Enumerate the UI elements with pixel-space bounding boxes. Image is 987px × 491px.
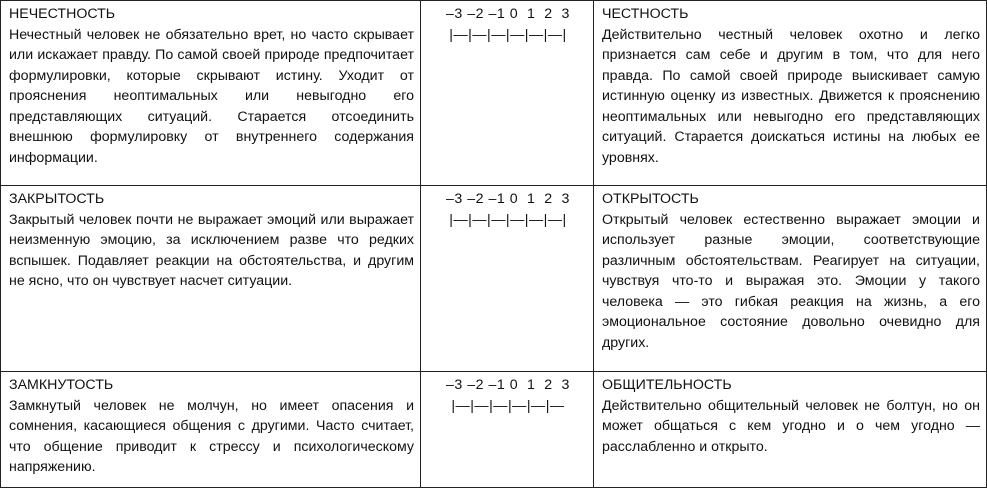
positive-trait-title: ОБЩИТЕЛЬНОСТЬ bbox=[602, 377, 732, 393]
positive-trait-description: Открытый человек естественно выражает эмоции и использует разные эмоции, соответствующие различным обстоятельствам. Реагирует на ситуации, чувствуя что-то и выражая это. Эмоции у такого человека — это гибкая реакция на жизнь, а его эмоциональное состояние довольно очевидно для других. bbox=[602, 211, 980, 351]
rating-scale-cell bbox=[421, 372, 594, 488]
positive-trait-cell bbox=[594, 186, 987, 372]
rating-scale-numbers: –3 –2 –1 0 1 2 3 bbox=[446, 191, 570, 207]
rating-scale-ruler: |—|—|—|—|—|—| bbox=[449, 26, 567, 43]
negative-trait-title: ЗАМКНУТОСТЬ bbox=[9, 377, 114, 393]
negative-trait-cell bbox=[1, 186, 421, 372]
table-row bbox=[1, 186, 987, 372]
positive-trait-description: Действительно честный человек охотно и легко признается сам себе и другим в том, что для него правда. По самой своей природе выискивает самую истинную оценку из известных. Движется к прояснению неоптимальных или невыгодно его представляющих ситуаций. Старается доискаться истины на любых ее уровнях. bbox=[602, 26, 980, 166]
positive-trait-cell bbox=[594, 1, 987, 186]
negative-trait-cell bbox=[1, 372, 421, 488]
negative-trait-description: Замкнутый человек не молчун, но имеет опасения и сомнения, касающиеся общения с другими. Часто считает, что общение приводит к стрессу и психологическому напряжению. bbox=[9, 397, 414, 475]
negative-trait-cell bbox=[1, 1, 421, 186]
rating-scale-numbers: –3 –2 –1 0 1 2 3 bbox=[446, 377, 570, 393]
negative-trait-title: ЗАКРЫТОСТЬ bbox=[9, 191, 105, 207]
rating-scale-ruler: |—|—|—|—|—|— bbox=[451, 397, 565, 414]
negative-trait-title: НЕЧЕСТНОСТЬ bbox=[9, 6, 116, 22]
positive-trait-title: ОТКРЫТОСТЬ bbox=[602, 191, 699, 207]
negative-trait-description: Нечестный человек не обязательно врет, но часто скрывает или искажает правду. По самой своей природе предпочитает формулировки, которые скрывают истину. Уходит от прояснения неоптимальных или невыгодно его представляющих ситуаций. Старается отсоединить внешнюю формулировку от внутреннего содержания информации. bbox=[9, 26, 414, 166]
rating-scale-cell bbox=[421, 186, 594, 372]
rating-scale-numbers: –3 –2 –1 0 1 2 3 bbox=[446, 6, 570, 22]
rating-scale-cell bbox=[421, 1, 594, 186]
positive-trait-cell bbox=[594, 372, 987, 488]
positive-trait-description: Действительно общительный человек не болтун, но он может общаться с кем угодно и о чем угодно — расслабленно и открыто. bbox=[602, 397, 980, 455]
positive-trait-title: ЧЕСТНОСТЬ bbox=[602, 6, 689, 22]
table-row bbox=[1, 1, 987, 186]
rating-scale-ruler: |—|—|—|—|—|—| bbox=[449, 211, 567, 228]
negative-trait-description: Закрытый человек почти не выражает эмоций или выражает неизменную эмоцию, за исключением разве что редких вспышек. Подавляет реакции на обстоятельства, и другим не ясно, что он чувствует насчет ситуации. bbox=[9, 211, 414, 289]
table-row bbox=[1, 372, 987, 488]
